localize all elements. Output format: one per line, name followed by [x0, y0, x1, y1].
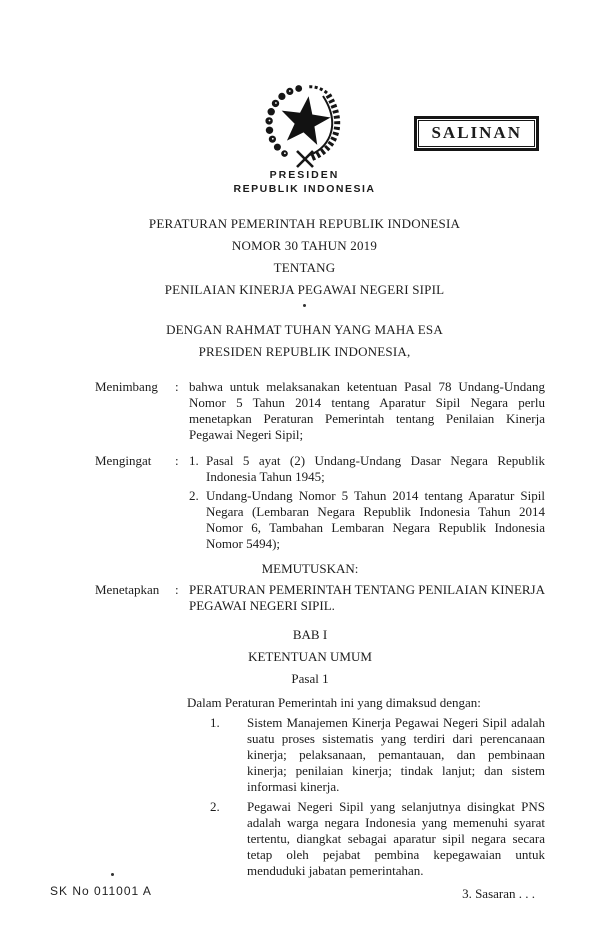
pasal-intro: Dalam Peraturan Pemerintah ini yang dimaksud dengan: — [187, 695, 481, 710]
mengingat-item-number: 1. — [189, 453, 199, 468]
invocation-line: DENGAN RAHMAT TUHAN YANG MAHA ESA — [166, 322, 443, 337]
menimbang-text: bahwa untuk melaksanakan ketentuan Pasal 78 Undang-Undang Nomor 5 Tahun 2014 tentang Aparatur Sipil Negara perlu menetapkan Peraturan Pemerintah tentang Penilaian Kinerja Pegawai Negeri Sipil; — [189, 379, 545, 442]
mengingat-item — [189, 488, 545, 552]
definition-item — [187, 799, 545, 879]
menetapkan-text: PERATURAN PEMERINTAH TENTANG PENILAIAN KINERJA PEGAWAI NEGERI SIPIL. — [189, 582, 545, 613]
definition-item — [187, 715, 545, 795]
menimbang-clause — [95, 379, 545, 443]
definition-number: 2. — [210, 799, 220, 814]
bab-title-heading: KETENTUAN UMUM — [248, 649, 372, 664]
memutuskan-heading: MEMUTUSKAN: — [261, 561, 359, 576]
letterhead-presiden: PRESIDEN — [269, 169, 340, 181]
definition-text: Pegawai Negeri Sipil yang selanjutnya disingkat PNS adalah warga negara Indonesia yang memenuhi syarat tertentu, diangkat sebagai aparatur sipil negara secara tetap oleh pejabat pembina kepegawaian untuk menduduki jabatan pemerintahan. — [247, 799, 545, 878]
menimbang-label: Menimbang — [95, 379, 158, 394]
mengingat-colon: : — [175, 453, 179, 468]
pasal-heading: Pasal 1 — [291, 671, 329, 686]
mengingat-item-text: Undang-Undang Nomor 5 Tahun 2014 tentang Aparatur Sipil Negara (Lembaran Negara Republik Indonesia Tahun 2014 Nomor 6, Tambahan Lembaran Negara Republik Indonesia Nomor 5494); — [206, 488, 545, 551]
salinan-stamp-label: SALINAN — [418, 120, 535, 147]
letterhead-republik-indonesia: REPUBLIK INDONESIA — [233, 183, 376, 195]
salinan-stamp — [414, 116, 539, 151]
pasal-body — [187, 695, 545, 879]
scan-artifact-dot — [111, 873, 114, 876]
menetapkan-label: Menetapkan — [95, 582, 160, 597]
bab-heading: BAB I — [292, 627, 328, 642]
menetapkan-clause — [95, 582, 545, 614]
mengingat-item-text: Pasal 5 ayat (2) Undang-Undang Dasar Negara Republik Indonesia Tahun 1945; — [206, 453, 545, 484]
definition-text: Sistem Manajemen Kinerja Pegawai Negeri Sipil adalah suatu proses sistematis yang terdiri dari perencanaan kinerja; pelaksanaan, pemantauan, dan pembinaan kinerja; penilaian kinerja; tindak lanjut; dan sistem informasi kinerja. — [247, 715, 545, 794]
regulation-title: PERATURAN PEMERINTAH REPUBLIK INDONESIA — [148, 216, 461, 231]
menetapkan-colon: : — [175, 582, 179, 597]
mengingat-item-number: 2. — [189, 488, 199, 503]
scan-artifact-dot — [303, 304, 306, 307]
title-block — [0, 213, 609, 363]
definition-number: 1. — [210, 715, 220, 730]
tentang-label: TENTANG — [273, 260, 336, 275]
mengingat-item — [189, 453, 545, 485]
mengingat-label: Mengingat — [95, 453, 152, 468]
regulation-subject: PENILAIAN KINERJA PEGAWAI NEGERI SIPIL — [164, 282, 445, 297]
menimbang-colon: : — [175, 379, 179, 394]
document-body — [0, 379, 609, 902]
star-wreath-emblem-icon — [253, 84, 357, 168]
page-catchword: 3. Sasaran . . . — [462, 886, 535, 901]
letterhead — [0, 0, 609, 195]
sk-number: SK No 011001 A — [50, 884, 152, 898]
authority-line: PRESIDEN REPUBLIK INDONESIA, — [198, 344, 411, 359]
regulation-number: NOMOR 30 TAHUN 2019 — [231, 238, 378, 253]
mengingat-clause — [95, 453, 545, 552]
